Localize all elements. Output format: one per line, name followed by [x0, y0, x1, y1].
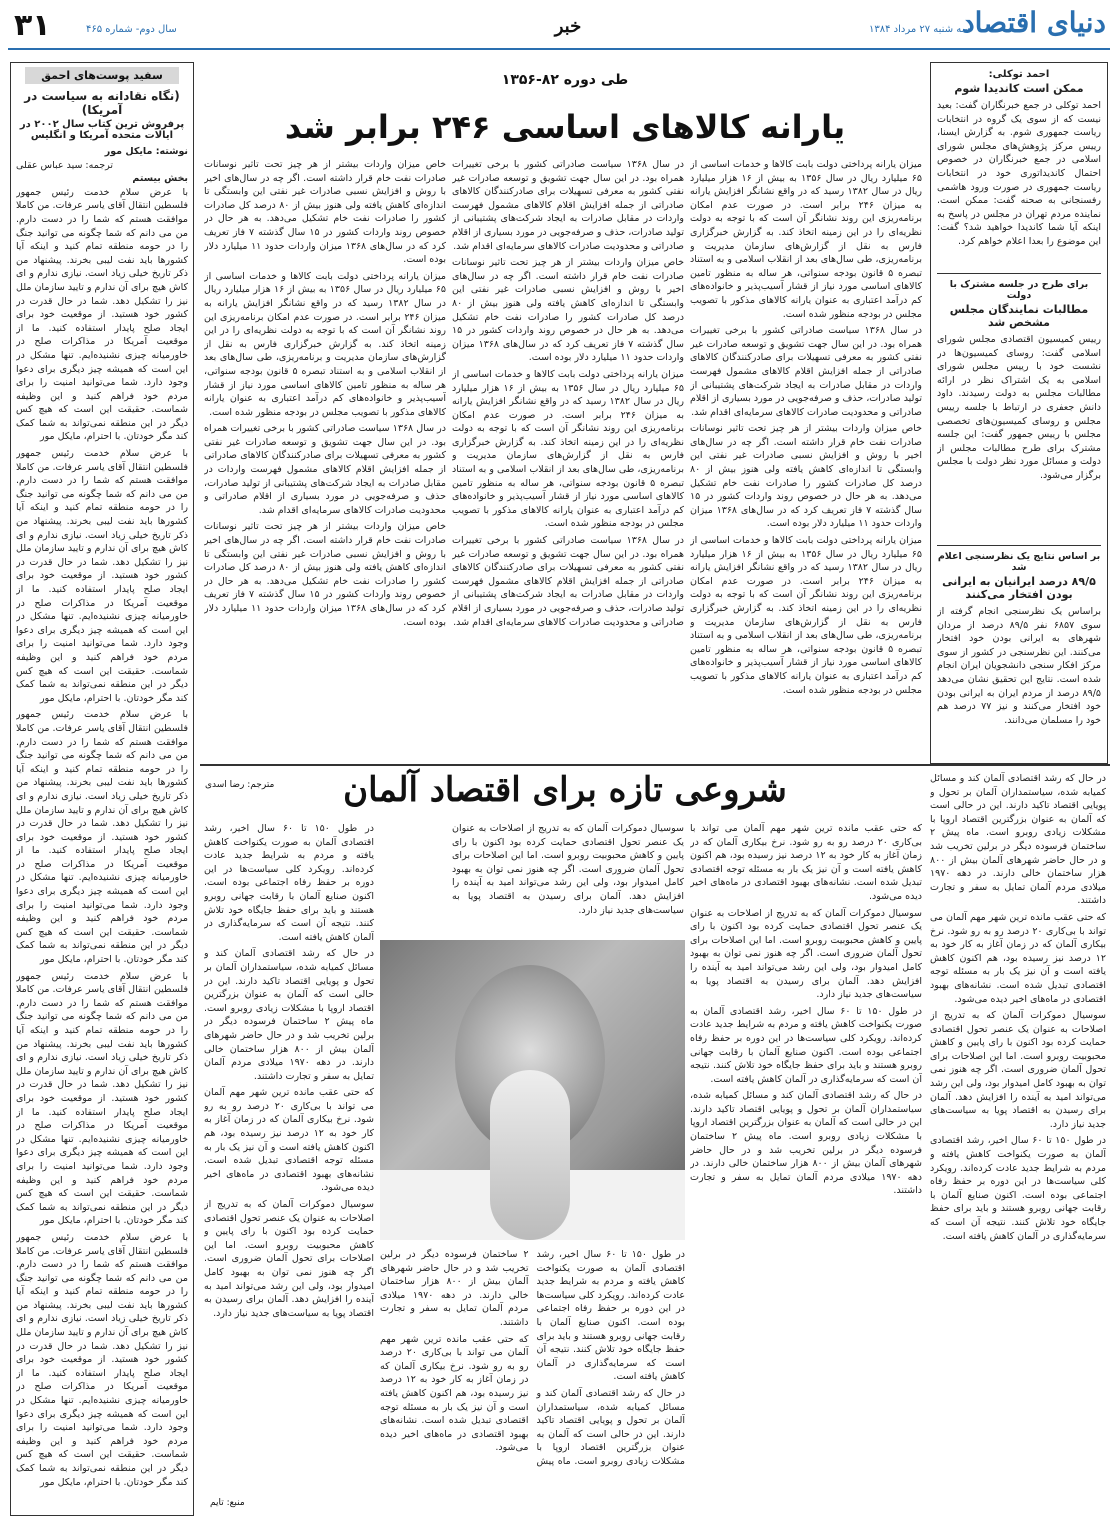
sidebar-item-kicker: برای طرح در جلسه مشترک با دولت — [949, 279, 1089, 301]
sidebar-item-body: براساس یک نظرسنجی انجام گرفته از سوی ۶۸۵۷ نفر ۸۹/۵ درصد از مردان شهرهای به ایرانی بودن خود افتخار می‌کنند. این نظرسنجی در کشور از سوی مرکز افکار سنجی دانشجویان ایران انجام شده است. نتایج این تحقیق نشان می‌دهد ۸۹/۵ درصد از مردم ایران به ایرانی بودن خود افتخار می‌کنند و نیز ۷۷ درصد هم خود را مسلمان می‌دانند. — [937, 606, 1101, 726]
book-serial — [16, 89, 188, 1511]
main-paragraph: در سال ۱۳۶۸ سیاست صادراتی کشور با برخی تغییرات همراه بود. در این سال جهت تشویق و توسعه صادرات غیر نفتی کشور به معرفی تسهیلات برای صادرکنندگان کالاهای صادراتی از جمله افزایش اقلام کالاهای مشمول فهرست واردات در مقابل صادرات به ایجاد شرکت‌های پشتیبانی از تولید صادرات، حذف و صرفه‌جویی در مورد بسیاری از اقلام صادراتی و محدودیت صادرات کالاهای سرمایه‌ای اقدام شد. — [690, 325, 922, 418]
book-subtitle: پرفروش ترین کتاب سال ۲۰۰۲ در ایالات متحده آمریکا و انگلیس — [19, 119, 185, 141]
main-column-3 — [204, 158, 446, 758]
book-body: با عرض سلام خدمت رئیس جمهور فلسطین انتقال آقای یاسر عرفات. من کاملا موافقت هستم که شما را در دست دارم. من می دانم که شما چگونه می توانید جنگ را در حومه منطقه تمام کنید و اینکه آیا کشورها باید نفت لیبی بخرند. پیشنهاد من ذکر تاریخ خیلی زیاد است. نیازی ندارم و ای کاش هیچ برای آن ندارم و تایید سازمان ملل نیز را تشکیل دهد. شما در حال قدرت در کشور خود هستید. از موقعیت خود برای ایجاد صلح پایدار استفاده کنید. ما از موقعیت آمریکا در مذاکرات صلح در خاورمیانه چیزی نشنیده‌ایم. تنها مشکل در این است که همیشه چیز دیگری برای دعوا وجود دارد. شما می‌توانید امنیت را برای مردم خود فراهم کنید و این وظیفه شماست. حقیقت این است که هیچ کس دیگر در این منطقه نمی‌تواند به شما کمک کند مگر خودتان. با احترام، مایکل مور — [16, 709, 188, 966]
section-title: خبر — [554, 16, 582, 37]
second-paragraph: سوسیال دموکرات آلمان که به تدریج از اصلاحات به عنوان یک عنصر تحول اقتصادی حمایت کرده بود اکنون با رای پایین و کاهش محبوبیت روبرو است. اما این اصلاحات برای تحول آلمان ضروری است. اگر چه هنوز نمی توان به بهبود کامل امیدوار بود، ولی این رشد می‌تواند امید به آینده را افزایش دهد. آلمان برای رسیدن به اقتصاد پویا به سیاست‌های جدید نیاز دارد. — [452, 823, 684, 916]
book-body: با عرض سلام خدمت رئیس جمهور فلسطین انتقال آقای یاسر عرفات. من کاملا موافقت هستم که شما را در دست دارم. من می دانم که شما چگونه می توانید جنگ را در حومه منطقه تمام کنید و اینکه آیا کشورها باید نفت لیبی بخرند. پیشنهاد من ذکر تاریخ خیلی زیاد است. نیازی ندارم و ای کاش هیچ برای آن ندارم و تایید سازمان ملل نیز را تشکیل دهد. شما در حال قدرت در کشور خود هستید. از موقعیت خود برای ایجاد صلح پایدار استفاده کنید. ما از موقعیت آمریکا در مذاکرات صلح در خاورمیانه چیزی نشنیده‌ایم. تنها مشکل در این است که همیشه چیز دیگری برای دعوا وجود دارد. شما می‌توانید امنیت را برای مردم خود فراهم کنید و این وظیفه شماست. حقیقت این است که هیچ کس دیگر در این منطقه نمی‌تواند به شما کمک کند مگر خودتان. با احترام، مایکل مور — [16, 1231, 188, 1488]
second-paragraph: که حتی عقب مانده ترین شهر مهم آلمان می تواند با بی‌کاری ۲۰ درصد رو به رو شود. نرخ بیکاری آلمان که در زمان آغاز به کار خود به ۱۲ درصد نیز رسیده بود، هم اکنون کاهش یافته است و آن نیز یک بار به مسئله توجه اقتصادی تبدیل شده است. نشانه‌های بهبود اقتصادی در ماه‌های اخیر دیده می‌شود. — [930, 911, 1106, 1005]
newspaper-logo: دنیای اقتصاد — [962, 6, 1106, 39]
sidebar-item-title: ممکن است کاندیدا شوم — [954, 82, 1084, 95]
main-paragraph: خاص میزان واردات بیشتر از هر چیز تحت تاثیر نوسانات صادرات نفت خام قرار داشته است. اگر چه در سال‌های اخیر با روش و افزایش نسبی صادرات غیر نفتی این وابستگی تا اندازه‌ای کاهش یافته ولی هنوز بیش از ۸۰ درصد کل صادرات کشور را صادرات نفت خام تشکیل می‌دهد. به هر حال در خصوص روند واردات کشور در ۱۵ سال گذشته ۷ فاز تعریف کرد که در سال‌های ۱۳۶۸ میزان واردات حدود ۱۱ میلیارد دلار بوده است. — [452, 257, 684, 364]
second-paragraph: در حال که رشد اقتصادی آلمان کند و مسائل کمیابه شده، سیاستمداران آلمان بر تحول و پویایی اقتصاد تاکید دارند. این در حالی است که آلمان به عنوان بزرگترین اقتصاد اروپا با مشکلات زیادی روبرو است. ماه پیش ۲ ساختمان فرسوده دیگر در برلین تخریب شد و در حال حاضر شهرهای آلمان بیش از ۸۰۰ هزار ساختمان خالی دارند. در دهه ۱۹۷۰ میلادی مردم آلمان تمایل به سفر و تجارت داشتند. — [204, 948, 374, 1082]
divider — [200, 764, 1110, 766]
second-column-5 — [380, 1248, 685, 1512]
second-paragraph: در طول ۱۵۰ تا ۶۰ سال اخیر، رشد اقتصادی آلمان به صورت یکنواخت کاهش یافته و مردم به شرایط جدید عادت کرده‌اند. رویکرد کلی سیاست‌ها در این دوره بر حفظ رفاه اجتماعی بوده است. اکنون صنایع آلمان با رقابت جهانی روبرو هستند و باید برای حفظ جایگاه خود تلاش کنند. نتیجه آن است که سرمایه‌گذاری در آلمان کاهش یافته است. — [690, 1005, 922, 1085]
main-paragraph: خاص میزان واردات بیشتر از هر چیز تحت تاثیر نوسانات صادرات نفت خام قرار داشته است. اگر چه در سال‌های اخیر با روش و افزایش نسبی صادرات غیر نفتی این وابستگی تا اندازه‌ای کاهش یافته ولی هنوز بیش از ۸۰ درصد کل صادرات کشور را صادرات نفت خام تشکیل می‌دهد. به هر حال در خصوص روند واردات کشور در ۱۵ سال گذشته ۷ فاز تعریف کرد که در سال‌های ۱۳۶۸ میزان واردات حدود ۱۱ میلیارد دلار بوده است. — [204, 159, 446, 266]
second-paragraph: که حتی عقب مانده ترین شهر مهم آلمان می تواند با بی‌کاری ۲۰ درصد رو به رو شود. نرخ بیکاری آلمان که در زمان آغاز به کار خود به ۱۲ درصد نیز رسیده بود، هم اکنون کاهش یافته است و آن نیز یک بار به مسئله توجه اقتصادی تبدیل شده است. نشانه‌های بهبود اقتصادی در ماه‌های اخیر دیده می‌شود. — [204, 1087, 374, 1194]
sidebar-item-survey — [937, 551, 1101, 757]
main-paragraph: خاص میزان واردات بیشتر از هر چیز تحت تاثیر نوسانات صادرات نفت خام قرار داشته است. اگر چه در سال‌های اخیر با روش و افزایش نسبی صادرات غیر نفتی این وابستگی تا اندازه‌ای کاهش یافته ولی هنوز بیش از ۸۰ درصد کل صادرات کشور را صادرات نفت خام تشکیل می‌دهد. به هر حال در خصوص روند واردات کشور در ۱۵ سال گذشته ۷ فاز تعریف کرد که در سال‌های ۱۳۶۸ میزان واردات حدود ۱۱ میلیارد دلار بوده است. — [690, 423, 922, 530]
second-paragraph: که حتی عقب مانده ترین شهر مهم آلمان می تواند با بی‌کاری ۲۰ درصد رو به رو شود. نرخ بیکاری آلمان که در زمان آغاز به کار خود به ۱۲ درصد نیز رسیده بود، هم اکنون کاهش یافته است و آن نیز یک بار به مسئله توجه اقتصادی تبدیل شده است. نشانه‌های بهبود اقتصادی در ماه‌های اخیر دیده می‌شود. — [380, 1333, 529, 1454]
second-paragraph: در طول ۱۵۰ تا ۶۰ سال اخیر، رشد اقتصادی آلمان به صورت یکنواخت کاهش یافته و مردم به شرایط جدید عادت کرده‌اند. رویکرد کلی سیاست‌ها در این دوره بر حفظ رفاه اجتماعی بوده است. اکنون صنایع آلمان با رقابت جهانی روبرو هستند و باید برای حفظ جایگاه خود تلاش کنند. نتیجه آن است که سرمایه‌گذاری در آلمان کاهش یافته است. — [204, 823, 374, 943]
second-column-3 — [452, 822, 684, 934]
second-paragraph: در حال که رشد اقتصادی آلمان کند و مسائل کمیابه شده، سیاستمداران آلمان بر تحول و پویایی اقتصاد تاکید دارند. این در حالی است که آلمان به عنوان بزرگترین اقتصاد اروپا با مشکلات زیادی روبرو است. ماه پیش ۲ ساختمان فرسوده دیگر در برلین تخریب شد و در حال حاضر شهرهای آلمان بیش از ۸۰۰ هزار ساختمان خالی دارند. در دهه ۱۹۷۰ میلادی مردم آلمان تمایل به سفر و تجارت داشتند. — [380, 1249, 685, 1467]
second-paragraph: سوسیال دموکرات آلمان که به تدریج از اصلاحات به عنوان یک عنصر تحول اقتصادی حمایت کرده بود اکنون با رای پایین و کاهش محبوبیت روبرو است. اما این اصلاحات برای تحول آلمان ضروری است. اگر چه هنوز نمی توان به بهبود کامل امیدوار بود، ولی این رشد می‌تواند امید به آینده را افزایش دهد. آلمان برای رسیدن به اقتصاد پویا به سیاست‌های جدید نیاز دارد. — [690, 907, 922, 1001]
sidebar-item-author: احمد توکلی: — [988, 69, 1050, 80]
second-column-1 — [930, 772, 1106, 1512]
book-author: نوشته: مایکل مور — [104, 146, 188, 157]
main-paragraph: خاص میزان واردات بیشتر از هر چیز تحت تاثیر نوسانات صادرات نفت خام قرار داشته است. اگر چه در سال‌های اخیر با روش و افزایش نسبی صادرات غیر نفتی این وابستگی تا اندازه‌ای کاهش یافته ولی هنوز بیش از ۸۰ درصد کل صادرات کشور را صادرات نفت خام تشکیل می‌دهد. به هر حال در خصوص روند واردات کشور در ۱۵ سال گذشته ۷ فاز تعریف کرد که در سال‌های ۱۳۶۸ میزان واردات حدود ۱۱ میلیارد دلار بوده است. — [204, 521, 446, 628]
sidebar-item-parliament — [937, 279, 1101, 539]
sidebar-item-tavakoli — [937, 69, 1101, 269]
page-header — [8, 6, 1110, 50]
right-sidebar — [930, 62, 1108, 764]
issue-date: سه شنبه ۲۷ مرداد ۱۳۸۴ — [868, 24, 970, 35]
photo-hands — [490, 1070, 570, 1240]
book-body: با عرض سلام خدمت رئیس جمهور فلسطین انتقال آقای یاسر عرفات. من کاملا موافقت هستم که شما را در دست دارم. من می دانم که شما چگونه می توانید جنگ را در حومه منطقه تمام کنید و اینکه آیا کشورها باید نفت لیبی بخرند. پیشنهاد من ذکر تاریخ خیلی زیاد است. نیازی ندارم و ای کاش هیچ برای آن ندارم و تایید سازمان ملل نیز را تشکیل دهد. شما در حال قدرت در کشور خود هستید. از موقعیت خود برای ایجاد صلح پایدار استفاده کنید. ما از موقعیت آمریکا در مذاکرات صلح در خاورمیانه چیزی نشنیده‌ایم. تنها مشکل در این است که همیشه چیز دیگری برای دعوا وجود دارد. شما می‌توانید امنیت را برای مردم خود فراهم کنید و این وظیفه شماست. حقیقت این است که هیچ کس دیگر در این منطقه نمی‌تواند به شما کمک کند مگر خودتان. با احترام، مایکل مور — [16, 970, 188, 1227]
second-paragraph: در طول ۱۵۰ تا ۶۰ سال اخیر، رشد اقتصادی آلمان به صورت یکنواخت کاهش یافته و مردم به شرایط جدید عادت کرده‌اند. رویکرد کلی سیاست‌ها در این دوره بر حفظ رفاه اجتماعی بوده است. اکنون صنایع آلمان با رقابت جهانی روبرو هستند و باید برای حفظ جایگاه خود تلاش کنند. نتیجه آن است که سرمایه‌گذاری در آلمان کاهش یافته است. — [930, 1135, 1106, 1242]
second-paragraph: در طول ۱۵۰ تا ۶۰ سال اخیر، رشد اقتصادی آلمان به صورت یکنواخت کاهش یافته و مردم به شرایط جدید عادت کرده‌اند. رویکرد کلی سیاست‌ها در این دوره بر حفظ رفاه اجتماعی بوده است. اکنون صنایع آلمان با رقابت جهانی روبرو هستند و باید برای حفظ جایگاه خود تلاش کنند. نتیجه آن است که سرمایه‌گذاری در آلمان کاهش یافته است. — [536, 1249, 685, 1383]
second-headline: شروعی تازه برای اقتصاد آلمان — [343, 770, 787, 810]
second-paragraph: سوسیال دموکرات آلمان که به تدریج از اصلاحات به عنوان یک عنصر تحول اقتصادی حمایت کرده بود اکنون با رای پایین و کاهش محبوبیت روبرو است. اما این اصلاحات برای تحول آلمان ضروری است. اگر چه هنوز نمی توان به بهبود کامل امیدوار بود، ولی این رشد می‌تواند امید به آینده را افزایش دهد. آلمان برای رسیدن به اقتصاد پویا به سیاست‌های جدید نیاز دارد. — [204, 1199, 374, 1319]
main-column-1 — [690, 158, 922, 758]
second-paragraph: در حال که رشد اقتصادی آلمان کند و مسائل کمیابه شده، سیاستمداران آلمان بر تحول و پویایی اقتصاد تاکید دارند. این در حالی است که آلمان به عنوان بزرگترین اقتصاد اروپا با مشکلات زیادی روبرو است. ماه پیش ۲ ساختمان فرسوده دیگر در برلین تخریب شد و در حال حاضر شهرهای آلمان بیش از ۸۰۰ هزار ساختمان خالی دارند. در دهه ۱۹۷۰ میلادی مردم آلمان تمایل به سفر و تجارت داشتند. — [930, 773, 1106, 907]
left-sidebar — [10, 62, 194, 1516]
main-headline: یارانه کالاهای اساسی ۲۴۶ برابر شد — [284, 108, 846, 146]
issue-info: سال دوم- شماره ۴۶۵ — [86, 24, 177, 35]
main-paragraph: در سال ۱۳۶۸ سیاست صادراتی کشور با برخی تغییرات همراه بود. در این سال جهت تشویق و توسعه صادرات غیر نفتی کشور به معرفی تسهیلات برای صادرکنندگان کالاهای صادراتی از جمله افزایش اقلام کالاهای مشمول فهرست واردات در مقابل صادرات به ایجاد شرکت‌های پشتیبانی از تولید صادرات، حذف و صرفه‌جویی در مورد بسیاری از اقلام صادراتی و محدودیت صادرات کالاهای سرمایه‌ای اقدام شد. — [452, 159, 684, 252]
second-paragraph: در حال که رشد اقتصادی آلمان کند و مسائل کمیابه شده، سیاستمداران آلمان بر تحول و پویایی اقتصاد تاکید دارند. این در حالی است که آلمان به عنوان بزرگترین اقتصاد اروپا با مشکلات زیادی روبرو است. ماه پیش ۲ ساختمان فرسوده دیگر در برلین تخریب شد و در حال حاضر شهرهای آلمان بیش از ۸۰۰ هزار ساختمان خالی دارند. در دهه ۱۹۷۰ میلادی مردم آلمان تمایل به سفر و تجارت داشتند. — [690, 1090, 922, 1197]
sidebar-item-title: ۸۹/۵ درصد ایرانیان به ایرانی بودن افتخار می‌کنند — [942, 575, 1096, 601]
main-paragraph: میزان یارانه پرداختی دولت بابت کالاها و خدمات اساسی از ۶۵ میلیارد ریال در سال ۱۳۵۶ به بیش از ۱۶ هزار میلیارد ریال در سال ۱۳۸۲ رسید که در واقع نشانگر افزایش یارانه به میزان ۲۴۶ برابر است. در صورت عدم امکان برنامه‌ریزی این روند نشانگر آن است که با توجه به دولت نظریه‌ای را در این زمینه اتخاذ کند. به گزارش خبرگزاری فارس به نقل از گزارش‌های سازمان مدیریت و برنامه‌ریزی، طی سال‌های بعد از انقلاب اسلامی و به استناد تبصره ۵ قانون بودجه سنواتی، هر ساله به منظور تامین کالاهای اساسی مورد نیاز از قشار آسیب‌پذیر و خانواده‌های کم درآمد اعتباری به عنوان یارانه کالاهای مذکور با تصویب مجلس در بودجه منظور شده است. — [204, 270, 446, 418]
second-paragraph: سوسیال دموکرات آلمان که به تدریج از اصلاحات به عنوان یک عنصر تحول اقتصادی حمایت کرده بود اکنون با رای پایین و کاهش محبوبیت روبرو است. اما این اصلاحات برای تحول آلمان ضروری است. اگر چه هنوز نمی توان به بهبود کامل امیدوار بود، ولی این رشد می‌تواند امید به آینده را افزایش دهد. آلمان برای رسیدن به اقتصاد پویا به سیاست‌های جدید نیاز دارد. — [930, 1010, 1106, 1130]
sidebar-item-body: احمد توکلی در جمع خبرنگاران گفت: بعید نیست که از سوی یک گروه در انتخابات ریاست جمهوری شوم. به گزارش ایسنا، رییس مرکز پژوهش‌های مجلس شورای اسلامی در جمع خبرنگاران در خصوص احتمال کاندیداتوری خود در انتخابات ریاست جمهوری در صورت ورود هاشمی رفسنجانی به صحنه گفت: ممکن است. نماینده مردم تهران در مجلس در پاسخ به اینکه آیا شما کاندیدا خواهید شد؟ گفت: این موضوع را بعدا اعلام خواهم کرد. — [937, 100, 1101, 247]
main-kicker: طی دوره ۸۲-۱۳۵۶ — [501, 72, 629, 88]
sidebar-title-tag: سفید پوست‌های احمق — [25, 67, 179, 84]
main-paragraph: در سال ۱۳۶۸ سیاست صادراتی کشور با برخی تغییرات همراه بود. در این سال جهت تشویق و توسعه صادرات غیر نفتی کشور به معرفی تسهیلات برای صادرکنندگان کالاهای صادراتی از جمله افزایش اقلام کالاهای مشمول فهرست واردات در مقابل صادرات به ایجاد شرکت‌های پشتیبانی از تولید صادرات، حذف و صرفه‌جویی در مورد بسیاری از اقلام صادراتی و محدودیت صادرات کالاهای سرمایه‌ای اقدام شد. — [204, 423, 446, 516]
main-paragraph: میزان یارانه پرداختی دولت بابت کالاها و خدمات اساسی از ۶۵ میلیارد ریال در سال ۱۳۵۶ به بیش از ۱۶ هزار میلیارد ریال در سال ۱۳۸۲ رسید که در واقع نشانگر افزایش یارانه به میزان ۲۴۶ برابر است. در صورت عدم امکان برنامه‌ریزی این روند نشانگر آن است که با توجه به دولت نظریه‌ای را در این زمینه اتخاذ کند. به گزارش خبرگزاری فارس به نقل از گزارش‌های سازمان مدیریت و برنامه‌ریزی، طی سال‌های بعد از انقلاب اسلامی و به استناد تبصره ۵ قانون بودجه سنواتی، هر ساله به منظور تامین کالاهای اساسی مورد نیاز از قشار آسیب‌پذیر و خانواده‌های کم درآمد اعتباری به عنوان یارانه کالاهای مذکور با تصویب مجلس در بودجه منظور شده است. — [452, 368, 684, 530]
sidebar-item-body: رییس کمیسیون اقتصادی مجلس شورای اسلامی گفت: روسای کمیسیون‌ها در نشست خود با رییس مجلس شورای اسلامی به یک اشتراک نظر در ارائه مطالبات مجلس به دولت رسیدند. داود دانش جعفری در ارتباط با جلسه رییس مجلس و روسای کمیسیون‌های تخصصی مجلس با رییس جمهور گفت: این جلسه مشترک برای طرح مطالبات مجلس از دولت و مسائل مورد نظر دولت با مجلس برگزار می‌شود. — [937, 334, 1101, 481]
photo-caption: منبع: تایم — [210, 1498, 245, 1508]
main-column-2 — [452, 158, 684, 758]
divider — [937, 273, 1101, 274]
second-column-2 — [690, 822, 922, 1512]
schroeder-photo — [380, 940, 685, 1240]
page-number: ۳۱ — [14, 8, 51, 43]
book-title: (نگاه نقادانه به سیاست در آمریکا) — [24, 89, 180, 117]
main-paragraph: در سال ۱۳۶۸ سیاست صادراتی کشور با برخی تغییرات همراه بود. در این سال جهت تشویق و توسعه صادرات غیر نفتی کشور به معرفی تسهیلات برای صادرکنندگان کالاهای صادراتی از جمله افزایش اقلام کالاهای مشمول فهرست واردات در مقابل صادرات به ایجاد شرکت‌های پشتیبانی از تولید صادرات، حذف و صرفه‌جویی در مورد بسیاری از اقلام صادراتی و محدودیت صادرات کالاهای سرمایه‌ای اقدام شد. — [452, 535, 684, 628]
second-column-4 — [204, 822, 374, 1512]
translator-credit: مترجم: رضا اسدی — [205, 780, 275, 790]
main-paragraph: میزان یارانه پرداختی دولت بابت کالاها و خدمات اساسی از ۶۵ میلیارد ریال در سال ۱۳۵۶ به بیش از ۱۶ هزار میلیارد ریال در سال ۱۳۸۲ رسید که در واقع نشانگر افزایش یارانه به میزان ۲۴۶ برابر است. در صورت عدم امکان برنامه‌ریزی این روند نشانگر آن است که با توجه به دولت نظریه‌ای را در این زمینه اتخاذ کند. به گزارش خبرگزاری فارس به نقل از گزارش‌های سازمان مدیریت و برنامه‌ریزی، طی سال‌های بعد از انقلاب اسلامی و به استناد تبصره ۵ قانون بودجه سنواتی، هر ساله به منظور تامین کالاهای اساسی مورد نیاز از قشار آسیب‌پذیر و خانواده‌های کم درآمد اعتباری به عنوان یارانه کالاهای مذکور با تصویب مجلس در بودجه منظور شده است. — [690, 159, 922, 320]
book-body: با عرض سلام خدمت رئیس جمهور فلسطین انتقال آقای یاسر عرفات. من کاملا موافقت هستم که شما را در دست دارم. من می دانم که شما چگونه می توانید جنگ را در حومه منطقه تمام کنید و اینکه آیا کشورها باید نفت لیبی بخرند. پیشنهاد من ذکر تاریخ خیلی زیاد است. نیازی ندارم و ای کاش هیچ برای آن ندارم و تایید سازمان ملل نیز را تشکیل دهد. شما در حال قدرت در کشور خود هستید. از موقعیت خود برای ایجاد صلح پایدار استفاده کنید. ما از موقعیت آمریکا در مذاکرات صلح در خاورمیانه چیزی نشنیده‌ایم. تنها مشکل در این است که همیشه چیز دیگری برای دعوا وجود دارد. شما می‌توانید امنیت را برای مردم خود فراهم کنید و این وظیفه شماست. حقیقت این است که هیچ کس دیگر در این منطقه نمی‌تواند به شما کمک کند مگر خودتان. با احترام، مایکل مور — [16, 448, 188, 704]
sidebar-item-kicker: بر اساس نتایج یک نظرسنجی اعلام شد — [937, 551, 1101, 573]
book-part: بخش بیستم — [132, 173, 188, 185]
divider — [937, 545, 1101, 546]
book-body: با عرض سلام خدمت رئیس جمهور فلسطین انتقال آقای یاسر عرفات. من کاملا موافقت هستم که شما را در دست دارم. من می دانم که شما چگونه می توانید جنگ را در حومه منطقه تمام کنید و اینکه آیا کشورها باید نفت لیبی بخرند. پیشنهاد من ذکر تاریخ خیلی زیاد است. نیازی ندارم و ای کاش هیچ برای آن ندارم و تایید سازمان ملل نیز را تشکیل دهد. شما در حال قدرت در کشور خود هستید. از موقعیت خود برای ایجاد صلح پایدار استفاده کنید. ما از موقعیت آمریکا در مذاکرات صلح در خاورمیانه چیزی نشنیده‌ایم. تنها مشکل در این است که همیشه چیز دیگری برای دعوا وجود دارد. شما می‌توانید امنیت را برای مردم خود فراهم کنید و این وظیفه شماست. حقیقت این است که هیچ کس دیگر در این منطقه نمی‌تواند به شما کمک کند مگر خودتان. با احترام، مایکل مور — [16, 186, 188, 443]
main-paragraph: میزان یارانه پرداختی دولت بابت کالاها و خدمات اساسی از ۶۵ میلیارد ریال در سال ۱۳۵۶ به بیش از ۱۶ هزار میلیارد ریال در سال ۱۳۸۲ رسید که در واقع نشانگر افزایش یارانه به میزان ۲۴۶ برابر است. در صورت عدم امکان برنامه‌ریزی این روند نشانگر آن است که با توجه به دولت نظریه‌ای را در این زمینه اتخاذ کند. به گزارش خبرگزاری فارس به نقل از گزارش‌های سازمان مدیریت و برنامه‌ریزی، طی سال‌های بعد از انقلاب اسلامی و به استناد تبصره ۵ قانون بودجه سنواتی، هر ساله به منظور تامین کالاهای اساسی مورد نیاز از قشار آسیب‌پذیر و خانواده‌های کم درآمد اعتباری به عنوان یارانه کالاهای مذکور با تصویب مجلس در بودجه منظور شده است. — [690, 535, 922, 696]
sidebar-item-title: مطالبات نمایندگان مجلس مشخص شد — [949, 303, 1089, 329]
book-translator: ترجمه: سید عباس عقلی — [16, 159, 113, 171]
second-paragraph: که حتی عقب مانده ترین شهر مهم آلمان می تواند با بی‌کاری ۲۰ درصد رو به رو شود. نرخ بیکاری آلمان که در زمان آغاز به کار خود به ۱۲ درصد نیز رسیده بود، هم اکنون کاهش یافته است و آن نیز یک بار به مسئله توجه اقتصادی تبدیل شده است. نشانه‌های بهبود اقتصادی در ماه‌های اخیر دیده می‌شود. — [690, 823, 922, 902]
